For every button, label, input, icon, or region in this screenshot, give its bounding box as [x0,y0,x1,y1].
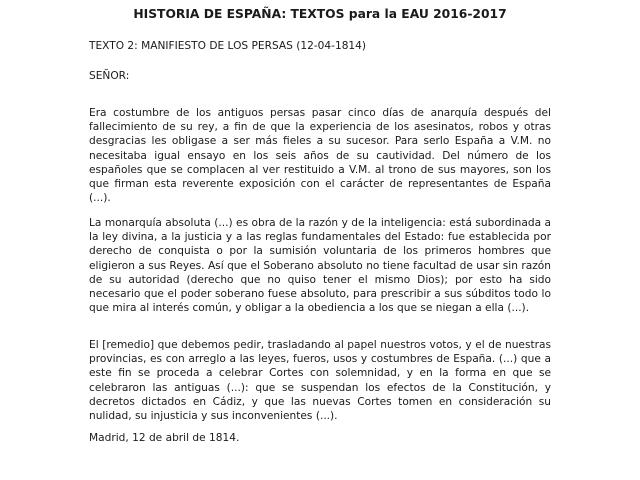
document-title: HISTORIA DE ESPAÑA: TEXTOS para la EAU 2016-2017 [133,7,507,21]
text-heading: TEXTO 2: MANIFIESTO DE LOS PERSAS (12-04-1814) [89,40,367,52]
paragraph-3: El [remedio] que debemos pedir, trasladando al papel nuestros votos, y el de nuestras provincias, es con arreglo a las leyes, fueros, usos y costumbres de España. (...) que a este fin se proceda a celebrar Cortes con solemnidad, y en la forma en que se celebraron las antiguas (...): que se suspendan los efectos de la Constitución, y decretos dictados en Cádiz, y que las nuevas Cortes tomen en consideración su nulidad, su injusticia y sus inconvenientes (...). [89,339,551,423]
paragraph-2: La monarquía absoluta (...) es obra de la razón y de la inteligencia: está subordinada a la ley divina, a la justicia y a las reglas fundamentales del Estado: fue establecida por derecho de conquista o por la sumisión voluntaria de los primeros hombres que eligieron a sus Reyes. Así que el Soberano absoluto no tiene facultad de usar sin razón de su autoridad (derecho que no quiso tener el mismo Dios); por esto ha sido necesario que el poder soberano fuese absoluto, para prescribir a sus súbditos todo lo que mira al interés común, y obligar a la obediencia a los que se niegan a ella (...). [89,217,551,315]
paragraph-1: Era costumbre de los antiguos persas pasar cinco días de anarquía después del fallecimiento de su rey, a fin de que la experiencia de los asesinatos, robos y otras desgracias les obligase a ser más fieles a su sucesor. Para serlo España a V.M. no necesitaba igual ensayo en los seis años de su cautividad. Del número de los españoles que se complacen al ver restituido a V.M. al trono de sus mayores, son los que firman esta reverente exposición con el carácter de representantes de España (...). [89,107,551,205]
date-signature: Madrid, 12 de abril de 1814. [89,432,240,444]
salutation: SEÑOR: [89,70,130,82]
